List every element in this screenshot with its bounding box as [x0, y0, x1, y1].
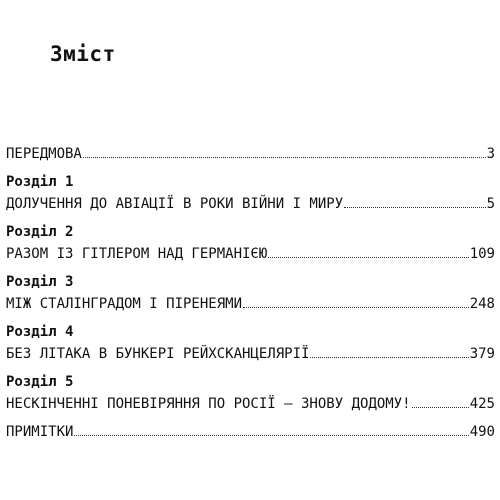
chapter-5-heading: Розділ 5 — [6, 374, 74, 390]
toc-entry-chapter-2 — [6, 243, 495, 265]
dot-leader — [268, 257, 468, 258]
toc-entry-notes — [6, 421, 495, 443]
toc-entry-chapter-3 — [6, 293, 495, 315]
toc-page-number: 425 — [469, 396, 495, 412]
table-of-contents — [6, 143, 495, 443]
toc-page-number: 5 — [486, 196, 495, 212]
chapter-4-heading: Розділ 4 — [6, 324, 74, 340]
chapter-1-heading: Розділ 1 — [6, 174, 74, 190]
toc-entry-label: РАЗОМ ІЗ ГІТЛЕРОМ НАД ГЕРМАНІЄЮ — [6, 246, 268, 262]
toc-entry-label: ПЕРЕДМОВА — [6, 146, 82, 162]
dot-leader — [243, 307, 469, 308]
dot-leader — [310, 357, 468, 358]
toc-entry-chapter-1 — [6, 193, 495, 215]
chapter-2-heading: Розділ 2 — [6, 224, 74, 240]
dot-leader — [344, 207, 485, 208]
toc-page-number: 490 — [469, 424, 495, 440]
page-title: Зміст — [50, 42, 116, 66]
toc-entry-label: ПРИМІТКИ — [6, 424, 74, 440]
toc-page-number: 248 — [469, 296, 495, 312]
dot-leader — [83, 157, 486, 158]
toc-entry-preface — [6, 143, 495, 165]
dot-leader — [412, 407, 469, 408]
toc-page-number: 109 — [469, 246, 495, 262]
chapter-3-heading: Розділ 3 — [6, 274, 74, 290]
toc-entry-chapter-5 — [6, 393, 495, 415]
toc-entry-label: БЕЗ ЛІТАКА В БУНКЕРІ РЕЙХСКАНЦЕЛЯРІЇ — [6, 346, 310, 362]
toc-entry-chapter-4 — [6, 343, 495, 365]
dot-leader — [74, 435, 468, 436]
toc-entry-label: МІЖ СТАЛІНГРАДОМ І ПІРЕНЕЯМИ — [6, 296, 243, 312]
toc-entry-label: НЕСКІНЧЕННІ ПОНЕВІРЯННЯ ПО РОСІЇ — ЗНОВУ ДОДОМУ! — [6, 396, 411, 412]
toc-page-number: 379 — [469, 346, 495, 362]
toc-page-number: 3 — [486, 146, 495, 162]
toc-entry-label: ДОЛУЧЕННЯ ДО АВІАЦІЇ В РОКИ ВІЙНИ І МИРУ — [6, 196, 344, 212]
